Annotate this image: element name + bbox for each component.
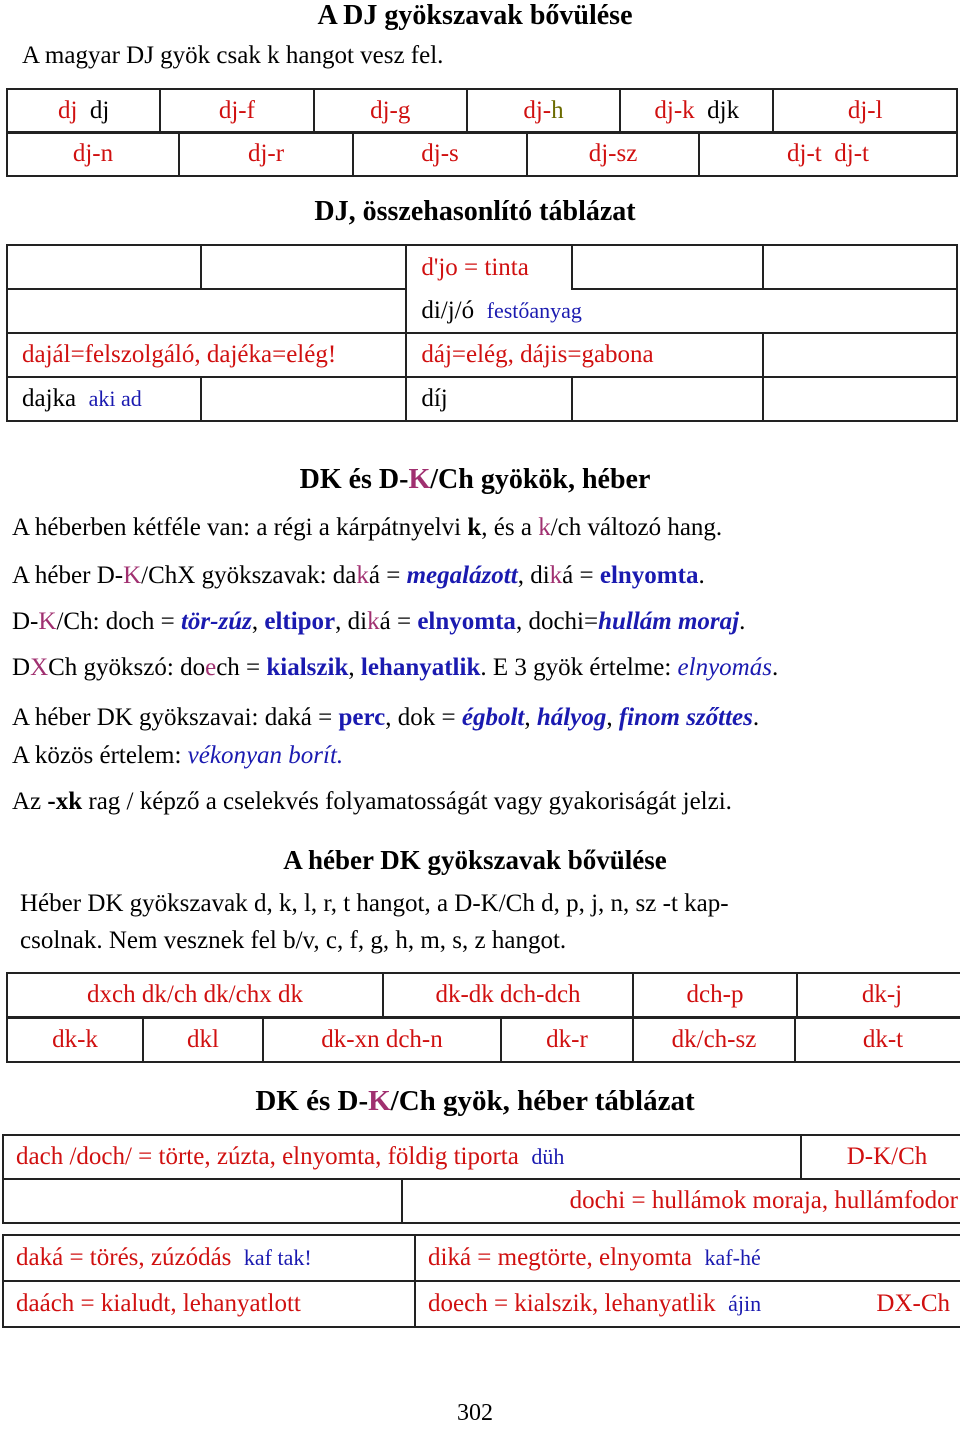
hebrew-r2-main: dochi = hullámok moraja, hullámfodor bbox=[402, 1179, 960, 1223]
dk-paragraph-4: DXCh gyökszó: doech = kialszik, lehanyatlik. E 3 gyök értelme: elnyomás. bbox=[12, 654, 779, 681]
hebrew-r4-left: daách = kialudt, lehanyatlott bbox=[3, 1281, 415, 1327]
cmp-r4-c4 bbox=[572, 377, 764, 421]
cell-dch-p: dch-p bbox=[633, 973, 797, 1017]
cell-dk-j: dk-j bbox=[797, 973, 960, 1017]
dk-paragraph-2: A héber D-K/ChX gyökszavak: daká = megalázott, diká = elnyomta. bbox=[12, 562, 705, 589]
hebrew-r2-left bbox=[3, 1179, 402, 1223]
cell-dj-n: dj-n bbox=[7, 132, 179, 176]
hebrew-r3-right: diká = megtörte, elnyomta kaf-hé bbox=[415, 1235, 960, 1281]
cmp-r1-c2 bbox=[201, 245, 407, 289]
cmp-r3-right bbox=[763, 333, 957, 377]
dk-paragraph-3: D-K/Ch: doch = tör-zúz, eltipor, diká = elnyomta, dochi=hullám moraj. bbox=[12, 608, 746, 635]
cmp-r1-c5 bbox=[763, 245, 957, 289]
cell-dk-xn: dk-xn dch-n bbox=[263, 1018, 501, 1062]
cell-dkl: dkl bbox=[143, 1018, 263, 1062]
dj-comparison-table bbox=[6, 244, 958, 422]
cmp-r4-right bbox=[763, 377, 957, 421]
dk-paragraph-1: A héberben kétféle van: a régi a kárpátnyelvi k, és a k/ch változó hang. bbox=[12, 514, 723, 541]
dk-expansion-text-1: Héber DK gyökszavak d, k, l, r, t hangot, a D-K/Ch d, p, j, n, sz -t kap- bbox=[20, 890, 729, 917]
dk-paragraph-6: A közös értelem: vékonyan borít. bbox=[12, 742, 344, 769]
dj-table-row2 bbox=[6, 131, 958, 177]
section-title-dj-comparison: DJ, összehasonlító táblázat bbox=[314, 196, 636, 227]
intro-text: A magyar DJ gyök csak k hangot vesz fel. bbox=[22, 42, 444, 69]
cmp-r3-mid: dáj=elég, dájis=gabona bbox=[406, 333, 763, 377]
section-title-dk-hebrew: DK és D-K/Ch gyökök, héber bbox=[299, 464, 651, 495]
cell-dj-s: dj-s bbox=[353, 132, 527, 176]
cell-dj-g: dj-g bbox=[314, 89, 467, 133]
dk-table-row1 bbox=[6, 972, 960, 1018]
cell-dk-dk: dk-dk dch-dch bbox=[383, 973, 633, 1017]
dk-paragraph-7: Az -xk rag / képző a cselekvés folyamatosságát vagy gyakoriságát jelzi. bbox=[12, 788, 732, 815]
section-title-dj-expansion: A DJ gyökszavak bővülése bbox=[317, 0, 633, 31]
cmp-r1-c1 bbox=[7, 245, 201, 289]
hebrew-r1-right: D-K/Ch bbox=[801, 1135, 960, 1179]
cell-dj-r: dj-r bbox=[179, 132, 353, 176]
dk-hebrew-table-bottom bbox=[2, 1234, 960, 1328]
dj-table-row1 bbox=[6, 88, 958, 134]
cmp-r2-left bbox=[7, 289, 406, 333]
dk-hebrew-table-top bbox=[2, 1134, 960, 1224]
cmp-r3-left: dajál=felszolgáló, dajéka=elég! bbox=[7, 333, 406, 377]
cell-dk-r: dk-r bbox=[501, 1018, 633, 1062]
cell-dj-l: dj-l bbox=[773, 89, 957, 133]
cell-dj-k: dj-k djk bbox=[620, 89, 773, 133]
cell-dj-sz: dj-sz bbox=[527, 132, 699, 176]
cmp-r2-mid: di/j/ó festőanyag bbox=[406, 289, 763, 333]
dk-expansion-text-2: csolnak. Nem vesznek fel b/v, c, f, g, h, m, s, z hangot. bbox=[20, 927, 567, 954]
cell-dj-h: dj-h bbox=[467, 89, 620, 133]
cell-dj-f: dj-f bbox=[160, 89, 313, 133]
cmp-r4-c2 bbox=[201, 377, 407, 421]
cell-dk-ch-sz: dk/ch-sz bbox=[633, 1018, 795, 1062]
section-title-dk-hebrew-table: DK és D-K/Ch gyök, héber táblázat bbox=[255, 1085, 695, 1117]
cell-dk-t: dk-t bbox=[795, 1018, 960, 1062]
cmp-r1-c3: d'jo = tinta bbox=[406, 245, 571, 289]
cmp-r4-left: dajka aki ad bbox=[7, 377, 201, 421]
dk-paragraph-5: A héber DK gyökszavai: daká = perc, dok = égbolt, hályog, finom szőttes. bbox=[12, 704, 760, 731]
cmp-r4-mid: díj bbox=[406, 377, 571, 421]
hebrew-r3-left: daká = törés, zúzódás kaf tak! bbox=[3, 1235, 415, 1281]
section-title-dk-expansion: A héber DK gyökszavak bővülése bbox=[283, 845, 667, 875]
hebrew-r1-main: dach /doch/ = törte, zúzta, elnyomta, földig tiporta düh bbox=[3, 1135, 801, 1179]
cell-dj: dj dj bbox=[7, 89, 160, 133]
hebrew-r4-right: doech = kialszik, lehanyatlik ájin DX-Ch bbox=[415, 1281, 960, 1327]
cmp-r1-c4 bbox=[572, 245, 764, 289]
cell-dxch: dxch dk/ch dk/chx dk bbox=[7, 973, 383, 1017]
cell-dk-k: dk-k bbox=[7, 1018, 143, 1062]
cmp-r2-right bbox=[763, 289, 957, 333]
dk-table-row2 bbox=[6, 1017, 960, 1063]
cell-dj-t: dj-t dj-t bbox=[699, 132, 957, 176]
page-number: 302 bbox=[457, 1400, 493, 1426]
